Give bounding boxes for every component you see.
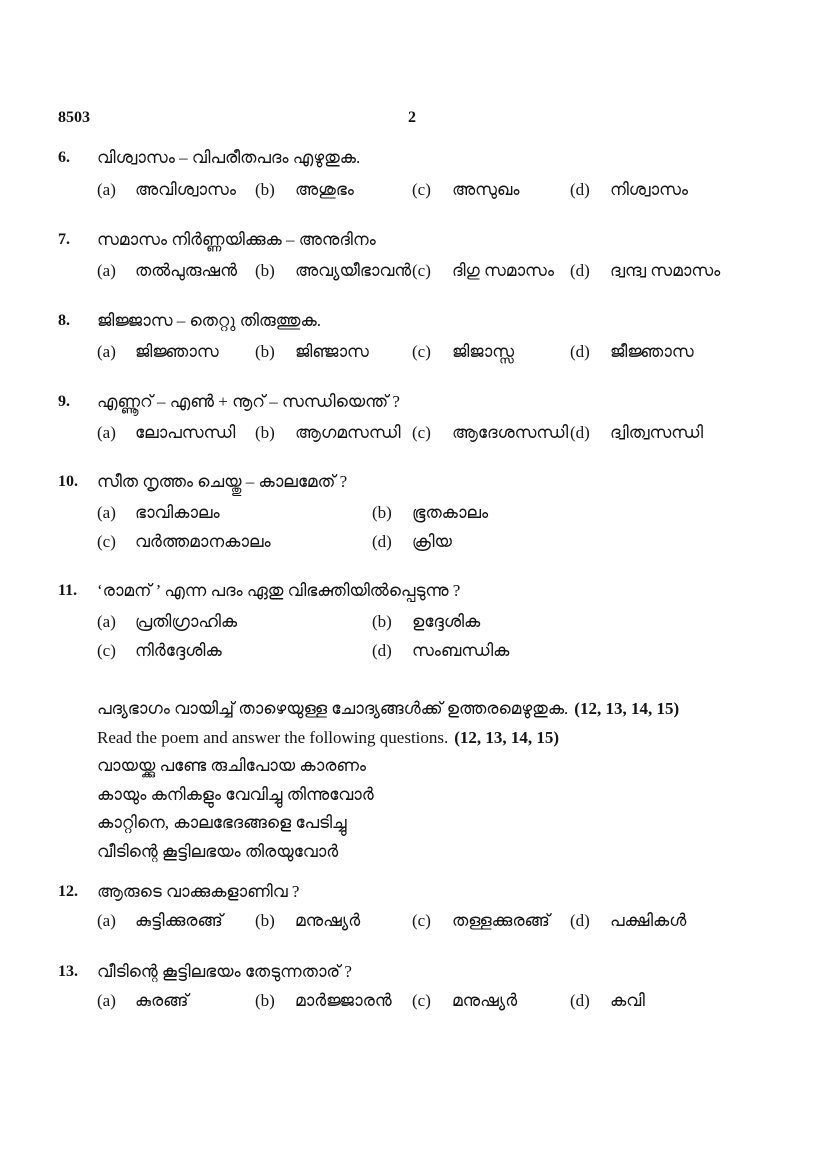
- question-range: (12, 13, 14, 15): [454, 728, 560, 747]
- option-text: പ്രതിഗ്രാഹിക: [135, 612, 238, 631]
- question-number: 12.: [58, 883, 78, 900]
- question-8-options: [58, 339, 786, 367]
- option-c: [412, 258, 570, 284]
- question-13: [58, 959, 786, 987]
- option-label: (b): [255, 911, 275, 930]
- question-text: വിശ്വാസം – വിപരീതപദം എഴുതുക.: [97, 148, 361, 167]
- option-text: ആഗമസന്ധി: [295, 423, 401, 442]
- option-text: ദ്വിത്വസന്ധി: [610, 423, 704, 442]
- option-b: [255, 908, 412, 934]
- option-d: [570, 339, 786, 365]
- question-6-options: [58, 177, 786, 205]
- question-9-options: [58, 420, 786, 448]
- option-a: [97, 988, 255, 1014]
- option-label: (d): [570, 423, 590, 442]
- option-text: പക്ഷികൾ: [610, 911, 687, 930]
- option-text: അവിശ്വാസം: [135, 180, 236, 199]
- option-label: (b): [255, 423, 275, 442]
- poem-line-1: [58, 753, 786, 781]
- question-number: 9.: [58, 393, 70, 410]
- poem-instruction-english: [58, 725, 786, 753]
- option-label: (c): [412, 911, 431, 930]
- option-text: ജിജ്ഞാസ: [135, 342, 219, 361]
- option-c: [412, 177, 570, 203]
- question-8: [58, 308, 786, 336]
- option-text: കുരങ്ങ്: [135, 991, 189, 1010]
- question-number: 8.: [58, 312, 70, 329]
- option-label: (b): [255, 342, 275, 361]
- option-b: [372, 500, 786, 526]
- question-range: (12, 13, 14, 15): [574, 699, 680, 718]
- option-label: (a): [97, 423, 116, 442]
- option-label: (c): [412, 180, 431, 199]
- document-number: 8503: [58, 109, 90, 126]
- option-label: (c): [412, 991, 431, 1010]
- question-12-options: [58, 908, 786, 936]
- option-text: നിശ്വാസം: [610, 180, 688, 199]
- option-label: (b): [372, 612, 392, 631]
- option-text: ദിഗു സമാസം: [452, 261, 554, 280]
- option-a: [97, 339, 255, 365]
- option-a: [97, 908, 255, 934]
- option-d: [570, 177, 786, 203]
- question-text: സീത നൃത്തം ചെയ്തു – കാലമേത് ?: [97, 472, 348, 491]
- option-d: [570, 988, 786, 1014]
- option-label: (d): [570, 180, 590, 199]
- option-label: (c): [412, 261, 431, 280]
- option-text: അസുഖം: [452, 180, 520, 199]
- question-text: ആരുടെ വാക്കുകളാണിവ ?: [97, 882, 300, 901]
- poem-line-text: വായയ്ക്കു പണ്ടേ രുചിപോയ കാരണം: [97, 756, 367, 775]
- question-number: 13.: [58, 963, 78, 980]
- option-label: (d): [372, 641, 392, 660]
- option-text: ഉദ്ദേശിക: [412, 612, 481, 631]
- question-text: ‘രാമന് ’ എന്ന പദം ഏതു വിഭക്തിയിൽപ്പെടുന്നു ?: [97, 581, 461, 600]
- question-number: 10.: [58, 473, 78, 490]
- question-number: 7.: [58, 231, 70, 248]
- question-text: സമാസം നിർണ്ണയിക്കുക – അനുദിനം: [97, 230, 376, 249]
- option-label: (c): [97, 641, 116, 660]
- question-6: [58, 145, 786, 173]
- question-10: [58, 469, 786, 497]
- option-label: (b): [255, 180, 275, 199]
- question-11-options-row1: [58, 609, 786, 637]
- option-text: നിർദ്ദേശിക: [135, 641, 222, 660]
- option-b: [255, 420, 412, 446]
- option-text: മനുഷ്യർ: [295, 911, 361, 930]
- question-11: [58, 578, 786, 606]
- option-d: [570, 420, 786, 446]
- option-a: [97, 420, 255, 446]
- option-b: [372, 609, 786, 635]
- page-header: [58, 105, 786, 133]
- option-text: തള്ളക്കുരങ്ങ്: [452, 911, 550, 930]
- option-text: ജിജാസ്സ: [452, 342, 514, 361]
- option-a: [97, 609, 372, 635]
- option-text: വർത്തമാനകാലം: [135, 532, 271, 551]
- option-label: (c): [412, 342, 431, 361]
- option-d: [372, 638, 786, 664]
- option-d: [570, 258, 786, 284]
- option-text: അശുഭം: [295, 180, 354, 199]
- option-label: (b): [255, 991, 275, 1010]
- option-text: ജീജ്ഞാസ: [610, 342, 694, 361]
- option-label: (a): [97, 261, 116, 280]
- option-label: (a): [97, 342, 116, 361]
- option-c: [412, 908, 570, 934]
- option-c: [97, 529, 372, 555]
- option-c: [412, 339, 570, 365]
- question-9: [58, 389, 786, 417]
- poem-instruction-malayalam: [58, 696, 786, 724]
- option-label: (a): [97, 503, 116, 522]
- option-b: [255, 258, 412, 284]
- question-number: 11.: [58, 582, 78, 599]
- option-b: [255, 988, 412, 1014]
- question-10-options-row2: [58, 529, 786, 557]
- option-text: ജിഞ്ജാസ: [295, 342, 369, 361]
- option-b: [255, 339, 412, 365]
- option-c: [412, 420, 570, 446]
- option-label: (d): [372, 532, 392, 551]
- poem-line-text: കായും കനികളും വേവിച്ചു തിന്നുവോർ: [97, 785, 374, 804]
- option-text: ലോപസന്ധി: [135, 423, 236, 442]
- option-label: (d): [570, 911, 590, 930]
- option-text: സംബന്ധിക: [412, 641, 510, 660]
- page-number: 2: [408, 109, 416, 126]
- option-label: (a): [97, 180, 116, 199]
- option-text: അവ്യയീഭാവൻ: [295, 261, 412, 280]
- option-d: [570, 908, 786, 934]
- option-label: (a): [97, 612, 116, 631]
- poem-line-text: വീടിന്റെ കൂട്ടിലഭയം തിരയുവോർ: [97, 842, 339, 861]
- option-text: ക്രിയ: [412, 532, 452, 551]
- option-c: [97, 638, 372, 664]
- option-d: [372, 529, 786, 555]
- option-text: കുട്ടിക്കുരങ്ങ്: [135, 911, 223, 930]
- option-label: (c): [97, 532, 116, 551]
- question-12: [58, 879, 786, 907]
- question-11-options-row2: [58, 638, 786, 666]
- poem-line-text: കാറ്റിനെ, കാലഭേദങ്ങളെ പേടിച്ചു: [97, 813, 347, 832]
- option-text: ആദേശസന്ധി: [452, 423, 569, 442]
- option-a: [97, 177, 255, 203]
- option-label: (b): [372, 503, 392, 522]
- question-13-options: [58, 988, 786, 1016]
- option-label: (c): [412, 423, 431, 442]
- option-label: (a): [97, 991, 116, 1010]
- option-text: ഭാവികാലം: [135, 503, 220, 522]
- option-label: (b): [255, 261, 275, 280]
- option-text: ഭൂതകാലം: [412, 503, 489, 522]
- option-label: (d): [570, 261, 590, 280]
- option-text: തൽപുരുഷൻ: [135, 261, 237, 280]
- question-text: വീടിന്റെ കൂട്ടിലഭയം തേടുന്നതാര് ?: [97, 962, 352, 981]
- instruction-text: പദ്യഭാഗം വായിച്ച് താഴെയുള്ള ചോദ്യങ്ങൾക്ക് ഉത്തരമെഴുതുക.: [97, 699, 569, 718]
- poem-line-2: [58, 782, 786, 810]
- option-text: മാർജ്ജാരൻ: [295, 991, 392, 1010]
- option-b: [255, 177, 412, 203]
- poem-line-4: [58, 839, 786, 867]
- question-7: [58, 227, 786, 255]
- question-10-options-row1: [58, 500, 786, 528]
- question-7-options: [58, 258, 786, 286]
- question-number: 6.: [58, 149, 70, 166]
- poem-line-3: [58, 810, 786, 838]
- option-a: [97, 500, 372, 526]
- question-text: എണ്ണൂറ് – എൺ + നൂറ് – സന്ധിയെന്ത് ?: [97, 392, 400, 411]
- question-text: ജിജ്ജാസ – തെറ്റു തിരുത്തുക.: [97, 311, 321, 330]
- option-label: (d): [570, 991, 590, 1010]
- option-text: മനുഷ്യർ: [452, 991, 518, 1010]
- option-label: (d): [570, 342, 590, 361]
- option-a: [97, 258, 255, 284]
- option-text: കവി: [610, 991, 645, 1010]
- instruction-text: Read the poem and answer the following questions.: [97, 728, 449, 747]
- option-text: ദ്വന്ദ്വ സമാസം: [610, 261, 721, 280]
- option-label: (a): [97, 911, 116, 930]
- option-c: [412, 988, 570, 1014]
